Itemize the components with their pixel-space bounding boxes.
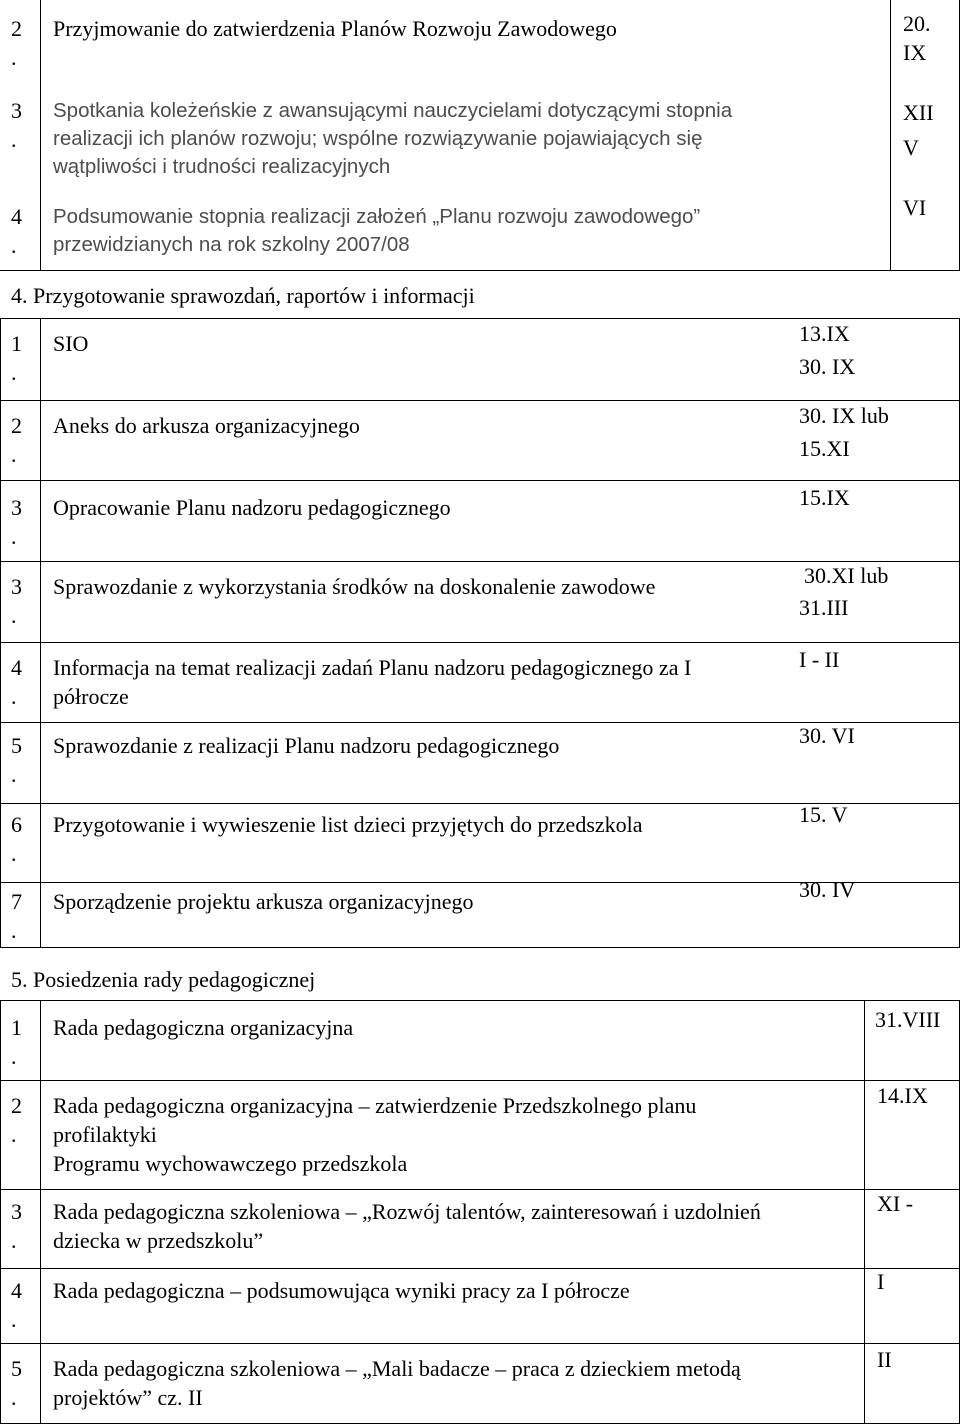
row-date: I bbox=[877, 1269, 885, 1294]
row-date: V bbox=[903, 135, 919, 160]
row-text: Sporządzenie projektu arkusza organizacyjnego bbox=[53, 889, 474, 914]
row-text: projektów” cz. II bbox=[53, 1385, 203, 1410]
table-border bbox=[40, 1000, 41, 1423]
row-number: 1 bbox=[11, 1015, 22, 1040]
row-number: 3 bbox=[11, 495, 22, 520]
row-date: 31.III bbox=[799, 595, 849, 620]
row-date: 30. IV bbox=[799, 877, 856, 902]
row-number-dot: . bbox=[11, 762, 17, 787]
table-border bbox=[0, 480, 960, 481]
row-text: Przygotowanie i wywieszenie list dzieci przyjętych do przedszkola bbox=[53, 812, 643, 837]
row-date: XII bbox=[903, 100, 934, 125]
row-text: Programu wychowawczego przedszkola bbox=[53, 1151, 408, 1176]
table-border bbox=[890, 0, 891, 270]
row-number-dot: . bbox=[11, 918, 17, 943]
table-border bbox=[0, 1000, 1, 1423]
table-border bbox=[0, 1189, 960, 1190]
row-number: 3 bbox=[11, 574, 22, 599]
row-text: Sprawozdanie z wykorzystania środków na doskonalenie zawodowe bbox=[53, 574, 656, 599]
row-date: VI bbox=[903, 195, 927, 220]
row-number-dot: . bbox=[11, 1122, 17, 1147]
row-number: 5 bbox=[11, 1356, 22, 1381]
row-number-dot: . bbox=[11, 841, 17, 866]
row-text: Aneks do arkusza organizacyjnego bbox=[53, 413, 360, 438]
row-date: 30. IX bbox=[799, 354, 856, 379]
section-heading: 4. Przygotowanie sprawozdań, raportów i informacji bbox=[11, 283, 475, 308]
table-border bbox=[40, 0, 41, 270]
row-date: I - II bbox=[799, 647, 840, 672]
row-text: Spotkania koleżeńskie z awansującymi nauczycielami dotyczącymi stopnia bbox=[53, 99, 733, 122]
table-border bbox=[0, 1268, 960, 1269]
table-border bbox=[0, 642, 960, 643]
row-number-dot: . bbox=[11, 1307, 17, 1332]
row-date: 30. IX lub bbox=[799, 403, 889, 428]
table-border bbox=[0, 270, 960, 271]
row-text: Podsumowanie stopnia realizacji założeń „Planu rozwoju zawodowego” bbox=[53, 205, 701, 228]
row-number-dot: . bbox=[11, 524, 17, 549]
row-date: 15. V bbox=[799, 802, 848, 827]
row-text: wątpliwości i trudności realizacyjnych bbox=[53, 155, 391, 178]
row-number: 2 bbox=[11, 16, 22, 41]
row-number: 3 bbox=[11, 1199, 22, 1224]
row-date: 31.VIII bbox=[875, 1007, 941, 1032]
row-date: IX bbox=[903, 40, 927, 65]
row-number-dot: . bbox=[11, 233, 17, 258]
row-text: Informacja na temat realizacji zadań Planu nadzoru pedagogicznego za I bbox=[53, 655, 692, 680]
row-text: Rada pedagogiczna organizacyjna bbox=[53, 1015, 354, 1040]
row-text: Rada pedagogiczna szkoleniowa – „Rozwój talentów, zainteresowań i uzdolnień bbox=[53, 1199, 761, 1224]
row-number-dot: . bbox=[11, 127, 17, 152]
row-date: 20. bbox=[903, 11, 931, 36]
table-border bbox=[0, 318, 960, 319]
row-date: 30. VI bbox=[799, 723, 855, 748]
row-text: Przyjmowanie do zatwierdzenia Planów Rozwoju Zawodowego bbox=[53, 16, 617, 41]
table-border bbox=[0, 400, 960, 401]
row-text: Opracowanie Planu nadzoru pedagogicznego bbox=[53, 495, 451, 520]
row-number-dot: . bbox=[11, 45, 17, 70]
row-number: 4 bbox=[11, 1278, 22, 1303]
row-number: 4 bbox=[11, 204, 22, 229]
row-number-dot: . bbox=[11, 1228, 17, 1253]
row-number-dot: . bbox=[11, 1044, 17, 1069]
row-date: 14.IX bbox=[877, 1083, 928, 1108]
row-number-dot: . bbox=[11, 684, 17, 709]
row-text: realizacji ich planów rozwoju; wspólne rozwiązywanie pojawiających się bbox=[53, 127, 703, 150]
row-text: dziecka w przedszkolu” bbox=[53, 1228, 264, 1253]
row-date: 15.XI bbox=[799, 436, 850, 461]
row-number: 6 bbox=[11, 812, 22, 837]
row-date: 15.IX bbox=[799, 485, 850, 510]
row-number: 7 bbox=[11, 889, 22, 914]
row-number-dot: . bbox=[11, 603, 17, 628]
row-number: 2 bbox=[11, 1093, 22, 1118]
row-number-dot: . bbox=[11, 442, 17, 467]
section-heading: 5. Posiedzenia rady pedagogicznej bbox=[11, 967, 316, 992]
row-number: 5 bbox=[11, 733, 22, 758]
row-text: Rada pedagogiczna organizacyjna – zatwierdzenie Przedszkolnego planu bbox=[53, 1093, 697, 1118]
row-date: 30.XI lub bbox=[804, 563, 889, 588]
row-text: Rada pedagogiczna – podsumowująca wyniki pracy za I półrocze bbox=[53, 1278, 630, 1303]
row-number: 3 bbox=[11, 98, 22, 123]
row-text: SIO bbox=[53, 331, 89, 356]
row-number: 2 bbox=[11, 413, 22, 438]
table-border bbox=[0, 1080, 960, 1081]
table-border bbox=[40, 318, 41, 948]
table-border bbox=[0, 1000, 960, 1001]
row-number: 1 bbox=[11, 331, 22, 356]
row-text: przewidzianych na rok szkolny 2007/08 bbox=[53, 233, 410, 256]
table-border bbox=[0, 318, 1, 948]
row-text: Sprawozdanie z realizacji Planu nadzoru pedagogicznego bbox=[53, 733, 560, 758]
row-date: 13.IX bbox=[799, 321, 850, 346]
row-date: II bbox=[877, 1347, 892, 1372]
row-text: profilaktyki bbox=[53, 1122, 157, 1147]
row-date: XI - bbox=[877, 1191, 914, 1216]
row-number-dot: . bbox=[11, 1385, 17, 1410]
row-text: Rada pedagogiczna szkoleniowa – „Mali badacze – praca z dzieckiem metodą bbox=[53, 1356, 741, 1381]
row-number: 4 bbox=[11, 655, 22, 680]
row-text: półrocze bbox=[53, 684, 129, 709]
row-number-dot: . bbox=[11, 360, 17, 385]
table-border bbox=[864, 1000, 865, 1423]
table-border bbox=[0, 947, 960, 948]
table-border bbox=[0, 1343, 960, 1344]
